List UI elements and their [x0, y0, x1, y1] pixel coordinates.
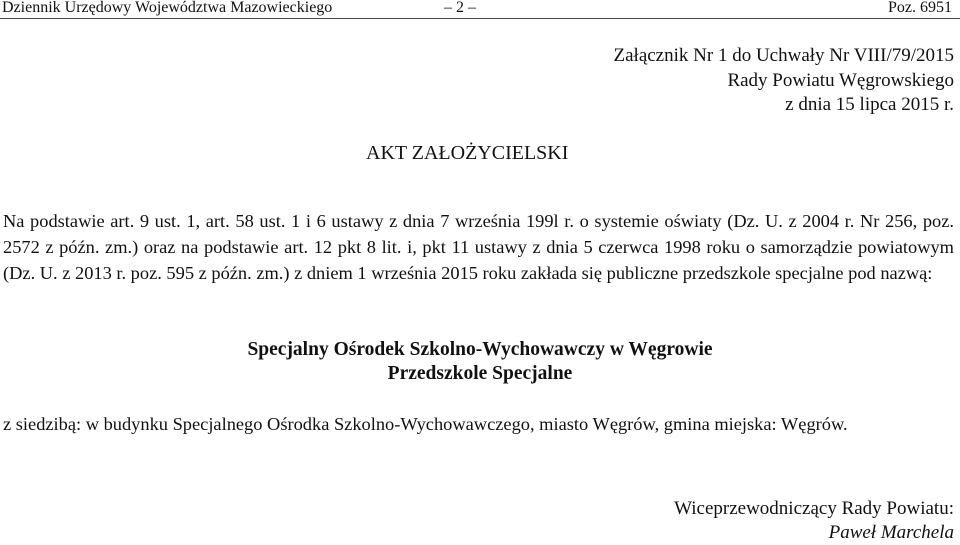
position-number: Poz. 6951	[888, 0, 952, 16]
document-title: AKT ZAŁOŻYCIELSKI	[366, 142, 569, 164]
signatory-name: Paweł Marchela	[828, 522, 954, 543]
annex-line-resolution: Załącznik Nr 1 do Uchwały Nr VIII/79/2015	[613, 45, 954, 66]
page-number: – 2 –	[444, 0, 476, 16]
institution-name: Specjalny Ośrodek Szkolno-Wychowawczy w Węgrowie	[247, 339, 713, 360]
school-name-block	[0, 338, 960, 386]
annex-reference	[614, 44, 955, 118]
kindergarten-name: Przedszkole Specjalne	[387, 363, 573, 384]
signature-block	[674, 497, 954, 545]
annex-line-council: Rady Powiatu Węgrowskiego	[727, 69, 954, 91]
page-header	[0, 0, 960, 19]
annex-line-date: z dnia 15 lipca 2015 r.	[785, 94, 954, 115]
signatory-role: Wiceprzewodniczący Rady Powiatu:	[674, 498, 954, 519]
legal-basis-paragraph: Na podstawie art. 9 ust. 1, art. 58 ust. 1 i 6 ustawy z dnia 7 września 199l r. o systemie oświaty (Dz. U. z 2004 r. Nr 256, poz. 2572 z późn. zm.) oraz na podstawie art. 12 pkt 8 lit. i, pkt 11 ustawy z dnia 5 czerwca 1998 roku o samorządzie powiatowym (Dz. U. z 2013 r. poz. 595 z późn. zm.) z dniem 1 września 2015 roku zakłada się publiczne przedszkole specjalne pod nazwą:	[3, 211, 954, 283]
journal-name: Dziennik Urzędowy Województwa Mazowieckiego	[2, 0, 333, 16]
seat-paragraph: z siedzibą: w budynku Specjalnego Ośrodka Szkolno-Wychowawczego, miasto Węgrów, gmina miejska: Węgrów.	[3, 414, 848, 434]
